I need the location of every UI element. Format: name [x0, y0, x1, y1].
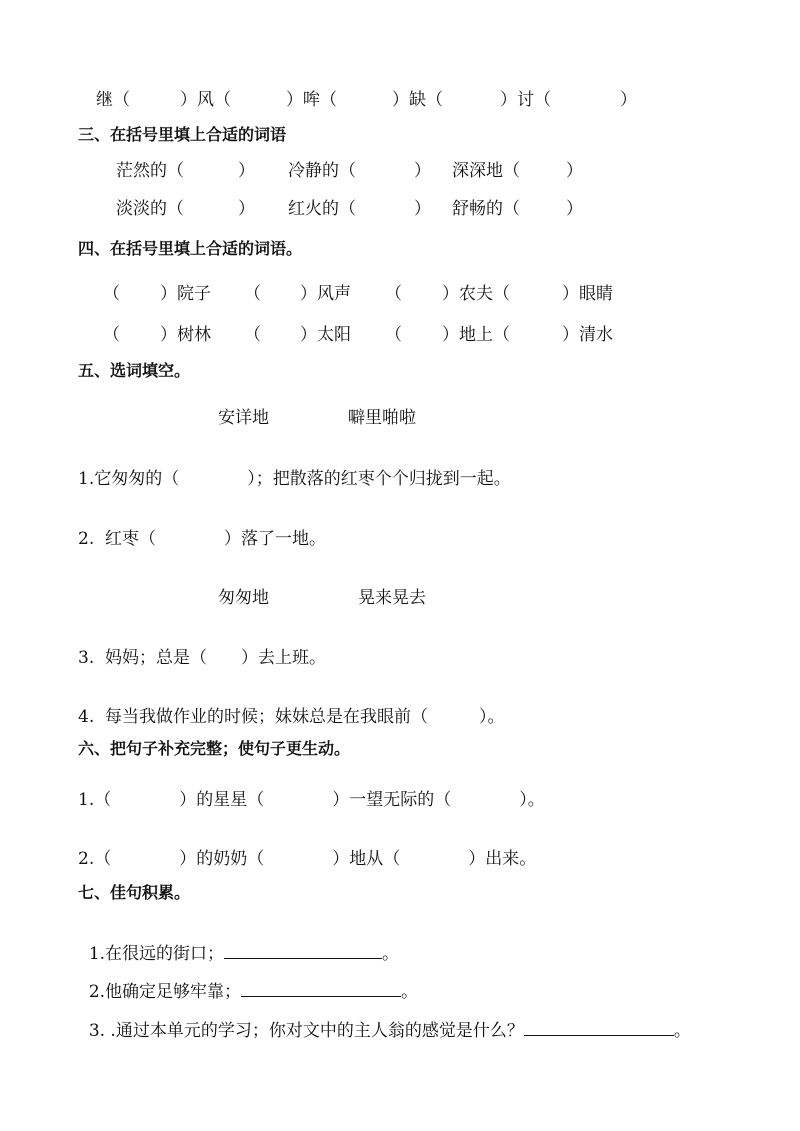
section3-title: 三、在括号里填上合适的词语 [78, 125, 287, 144]
fill-item: ） [414, 161, 431, 181]
fill-item: ）缺（ [392, 90, 443, 110]
fill-item: ）清水 [562, 325, 613, 345]
fill-item: （ [103, 284, 120, 304]
question-2: 2. 红枣（ ）落了一地。 [78, 529, 327, 549]
fill-item: ）树林 [160, 325, 211, 345]
accumulation-prompt: 1.在很远的街口； [88, 944, 225, 964]
fill-item: 舒畅的（ [452, 199, 520, 219]
fill-item: 淡淡的（ [116, 199, 184, 219]
section6-title: 六、把句子补充完整；使句子更生动。 [78, 739, 351, 758]
fill-item: ）院子 [160, 284, 211, 304]
sentence-2: 2.（ ）的奶奶（ ）地从（ ）出来。 [78, 849, 537, 869]
fill-item: ）农夫（ [442, 284, 510, 304]
fill-item: （ [244, 325, 261, 345]
fill-item: 继（ [96, 90, 130, 110]
period: 。 [673, 1021, 691, 1041]
fill-item: 红火的（ [288, 199, 356, 219]
fill-item: ）眼睛 [562, 284, 613, 304]
question-4: 4. 每当我做作业的时候；妹妹总是在我眼前（ ）。 [78, 707, 505, 727]
sentence-1: 1.（ ）的星星（ ）一望无际的（ ）。 [78, 790, 545, 810]
fill-item: 茫然的（ [116, 161, 184, 181]
fill-item: ）风声 [300, 284, 351, 304]
word-choice: 安详地 [218, 408, 269, 428]
word-choice: 匆匆地 [218, 588, 269, 608]
question-3: 3. 妈妈；总是（ ）去上班。 [78, 648, 327, 668]
answer-blank[interactable] [241, 980, 401, 997]
fill-item: ）哞（ [286, 90, 337, 110]
period: 。 [382, 944, 400, 964]
fill-item: 冷静的（ [288, 161, 356, 181]
fill-item: ）地上（ [442, 325, 510, 345]
accumulation-prompt: 2.他确定足够牢靠； [88, 982, 242, 1002]
fill-item: （ [103, 325, 120, 345]
fill-item: （ [385, 284, 402, 304]
question-1: 1.它匆匆的（ ）；把散落的红枣个个归拢到一起。 [78, 469, 511, 489]
fill-item: ） [566, 199, 583, 219]
section4-title: 四、在括号里填上合适的词语。 [78, 239, 303, 258]
fill-item: ） [414, 199, 431, 219]
fill-item: （ [385, 325, 402, 345]
fill-item: ） [238, 199, 255, 219]
period: 。 [401, 982, 419, 1002]
fill-item: ） [620, 90, 637, 110]
fill-item: 深深地（ [452, 161, 520, 181]
fill-item: ）太阳 [300, 325, 351, 345]
fill-item: ） [566, 161, 583, 181]
fill-item: ） [238, 161, 255, 181]
word-choice: 晃来晃去 [358, 588, 426, 608]
fill-item: ）讨（ [500, 90, 551, 110]
section7-title: 七、佳句积累。 [78, 883, 191, 902]
answer-blank[interactable] [524, 1019, 674, 1036]
accumulation-3 [78, 997, 691, 1042]
section5-title: 五、选词填空。 [78, 361, 191, 380]
answer-blank[interactable] [224, 942, 382, 959]
fill-item: （ [244, 284, 261, 304]
fill-item: ）风（ [180, 90, 231, 110]
accumulation-prompt: 3. .通过本单元的学习；你对文中的主人翁的感觉是什么？ [88, 1021, 524, 1041]
word-choice: 噼里啪啦 [348, 408, 416, 428]
